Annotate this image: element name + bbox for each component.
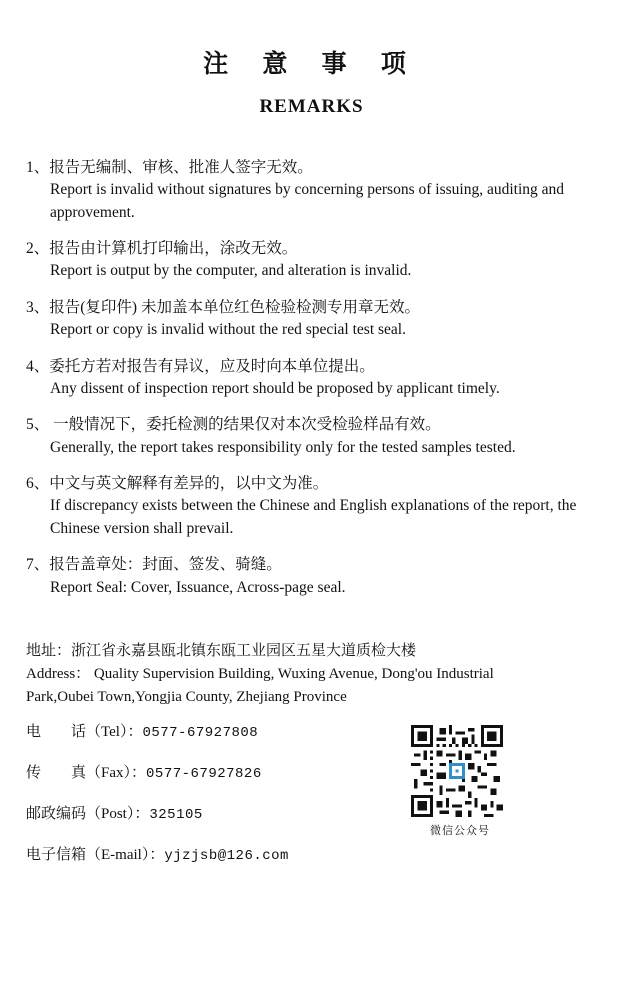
contact-row-tel	[26, 721, 597, 744]
list-item	[26, 553, 597, 599]
contact-block	[26, 639, 597, 868]
remark-text-cn: 5、 一般情况下，委托检测的结果仅对本次受检验样品有效。	[26, 416, 441, 434]
contact-row-fax	[26, 762, 597, 785]
contact-value: 0577-67927826	[146, 766, 262, 783]
contact-row-email	[26, 844, 597, 867]
contact-rows	[26, 721, 597, 867]
contact-value: 0577-67927808	[142, 725, 259, 742]
address-en-line1: Address： Quality Supervision Building, Wuxing Avenue, Dong'ou Industrial	[26, 665, 494, 682]
remark-text-cn: 7、报告盖章处：封面、签发、骑缝。	[26, 556, 282, 574]
address-en-line2: Park,Oubei Town,Yongjia County, Zhejiang Province	[26, 689, 347, 706]
list-item	[26, 296, 597, 342]
remark-text-en: Report is invalid without signatures by concerning persons of issuing, auditing and approvement.	[50, 181, 565, 221]
remark-text-cn: 3、报告(复印件) 未加盖本单位红色检验检测专用章无效。	[26, 298, 420, 316]
remark-text-en: Generally, the report takes responsibility only for the tested samples tested.	[50, 438, 516, 456]
contact-value: 325105	[149, 807, 203, 824]
remarks-list	[26, 156, 597, 599]
list-item	[26, 413, 597, 459]
address-cn: 地址：浙江省永嘉县瓯北镇东瓯工业园区五星大道质检大楼	[26, 642, 417, 659]
page-title-cn: 注 意 事 项	[203, 51, 420, 78]
remark-text-en: Any dissent of inspection report should be proposed by applicant timely.	[50, 379, 500, 397]
remark-text-en: Report is output by the computer, and alteration is invalid.	[50, 262, 412, 280]
remark-text-en: Report Seal: Cover, Issuance, Across-page seal.	[50, 578, 346, 596]
remark-text-cn: 4、委托方若对报告有异议，应及时向本单位提出。	[26, 357, 375, 375]
contact-label: 传 真（Fax）：	[26, 765, 147, 782]
list-item	[26, 472, 597, 540]
remark-text-en: If discrepancy exists between the Chinese and English explanations of the report, the Chinese version shall prevail.	[50, 497, 577, 537]
remark-text-cn: 1、报告无编制、审核、批准人签字无效。	[26, 159, 313, 176]
list-item	[26, 355, 597, 401]
contact-label: 邮政编码（Post）：	[26, 806, 150, 823]
remark-text-en: Report or copy is invalid without the red special test seal.	[50, 321, 406, 339]
contact-label: 电子信箱（E-mail）：	[26, 847, 165, 864]
contact-row-post	[26, 803, 597, 826]
list-item	[26, 237, 597, 283]
qr-caption: 微信公众号	[430, 825, 490, 838]
list-item	[26, 156, 597, 224]
page-title-en: REMARKS	[259, 96, 364, 117]
contact-label: 电 话（Tel）：	[26, 724, 143, 741]
remark-text-cn: 2、报告由计算机打印输出，涂改无效。	[26, 240, 298, 258]
wechat-qr-code-icon	[411, 725, 503, 817]
remark-text-cn: 6、中文与英文解释有差异的，以中文为准。	[26, 475, 329, 493]
contact-value: yjzjsb@126.com	[164, 848, 289, 865]
qr-block	[411, 725, 509, 838]
qr-svg	[411, 725, 503, 817]
